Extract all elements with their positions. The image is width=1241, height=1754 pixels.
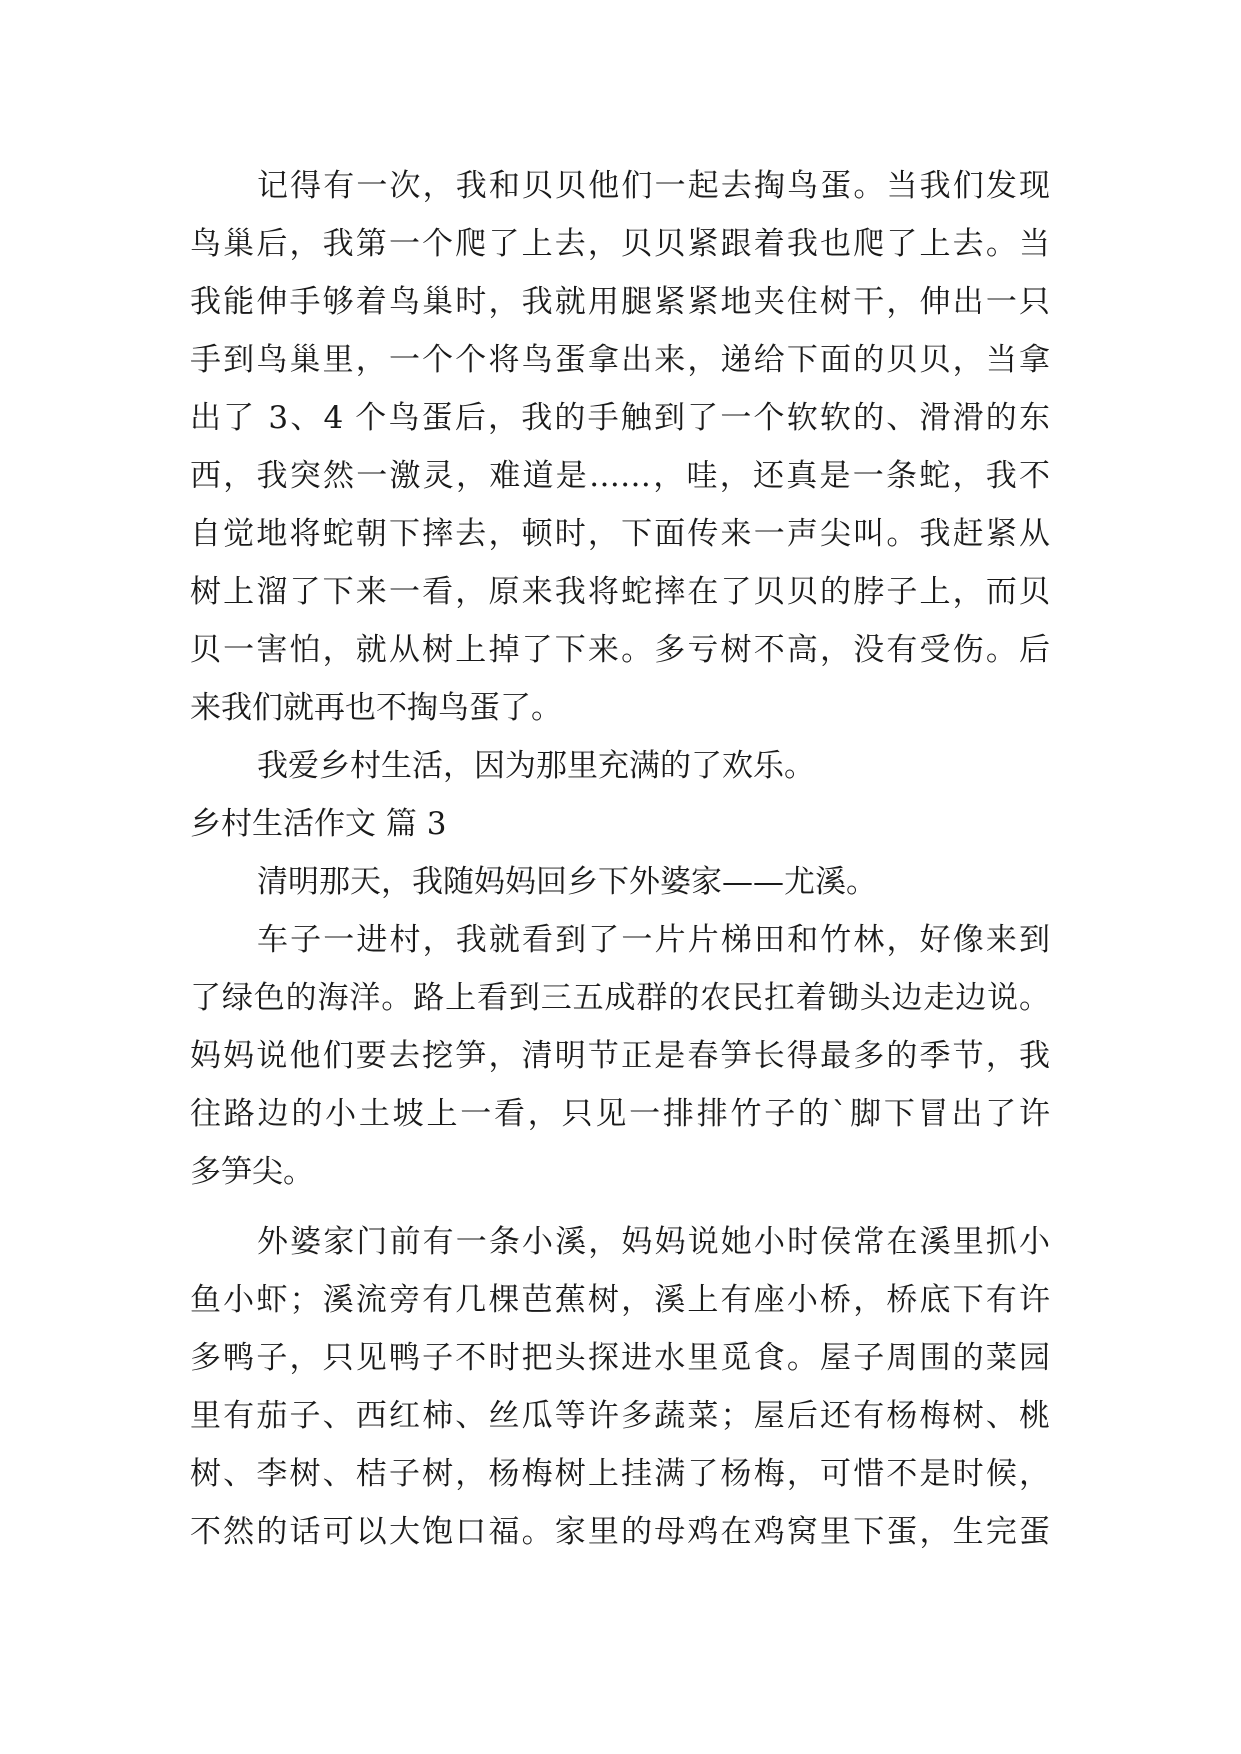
paragraph-line: 贝一害怕，就从树上掉了下来。多亏树不高，没有受伤。后 bbox=[190, 632, 1050, 668]
paragraph-line: 外婆家门前有一条小溪，妈妈说她小时侯常在溪里抓小 bbox=[257, 1224, 1050, 1260]
paragraph-line: 妈妈说他们要去挖笋，清明节正是春笋长得最多的季节，我 bbox=[190, 1038, 1050, 1074]
paragraph-line: 了绿色的海洋。路上看到三五成群的农民扛着锄头边走边说。 bbox=[190, 980, 1050, 1016]
paragraph-line: 来我们就再也不掏鸟蛋了。 bbox=[190, 690, 562, 726]
paragraph-line: 鸟巢后，我第一个爬了上去，贝贝紧跟着我也爬了上去。当 bbox=[190, 226, 1050, 262]
paragraph-line: 树上溜了下来一看，原来我将蛇摔在了贝贝的脖子上，而贝 bbox=[190, 574, 1050, 610]
paragraph-line: 不然的话可以大饱口福。家里的母鸡在鸡窝里下蛋，生完蛋 bbox=[190, 1514, 1050, 1550]
section-heading: 乡村生活作文 篇 3 bbox=[190, 806, 447, 842]
paragraph-line: 多笋尖。 bbox=[190, 1154, 314, 1190]
paragraph-line: 车子一进村，我就看到了一片片梯田和竹林，好像来到 bbox=[257, 922, 1050, 958]
paragraph-line: 往路边的小土坡上一看，只见一排排竹子的`脚下冒出了许 bbox=[190, 1096, 1050, 1132]
paragraph-line: 自觉地将蛇朝下摔去，顿时，下面传来一声尖叫。我赶紧从 bbox=[190, 516, 1050, 552]
paragraph-line: 记得有一次，我和贝贝他们一起去掏鸟蛋。当我们发现 bbox=[257, 168, 1050, 204]
paragraph-line: 鱼小虾；溪流旁有几棵芭蕉树，溪上有座小桥，桥底下有许 bbox=[190, 1282, 1050, 1318]
paragraph-line: 多鸭子，只见鸭子不时把头探进水里觅食。屋子周围的菜园 bbox=[190, 1340, 1050, 1376]
paragraph-line: 西，我突然一激灵，难道是……，哇，还真是一条蛇，我不 bbox=[190, 458, 1050, 494]
paragraph-line: 我能伸手够着鸟巢时，我就用腿紧紧地夹住树干，伸出一只 bbox=[190, 284, 1050, 320]
paragraph-line: 里有茄子、西红柿、丝瓜等许多蔬菜；屋后还有杨梅树、桃 bbox=[190, 1398, 1050, 1434]
paragraph-line: 树、李树、桔子树，杨梅树上挂满了杨梅，可惜不是时候， bbox=[190, 1456, 1050, 1492]
paragraph-line: 出了 3、4 个鸟蛋后，我的手触到了一个软软的、滑滑的东 bbox=[190, 400, 1050, 436]
paragraph-line: 手到鸟巢里，一个个将鸟蛋拿出来，递给下面的贝贝，当拿 bbox=[190, 342, 1050, 378]
paragraph-line: 清明那天，我随妈妈回乡下外婆家——尤溪。 bbox=[257, 864, 877, 900]
paragraph-line: 我爱乡村生活，因为那里充满的了欢乐。 bbox=[257, 748, 815, 784]
